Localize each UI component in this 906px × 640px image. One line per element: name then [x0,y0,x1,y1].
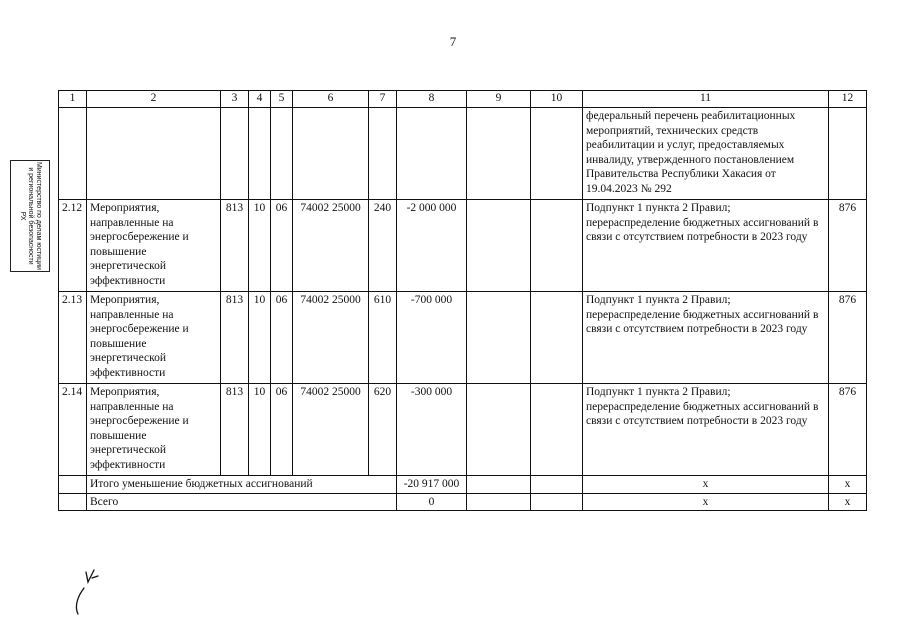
total-decrease-label: Итого уменьшение бюджетных ассигнований [87,476,397,494]
grand-total-label: Всего [87,493,397,511]
header-cell: 11 [583,91,829,108]
grand-total-row [59,493,867,511]
total-decrease-amount: -20 917 000 [397,476,467,494]
cell-5: 06 [271,200,293,292]
header-cell: 8 [397,91,467,108]
cell-6: 74002 25000 [293,200,369,292]
basis-cell: Подпункт 1 пункта 2 Правил; перераспределение бюджетных ассигнований в связи с отсутствием потребности в 2023 году [583,200,829,292]
row-number: 2.12 [59,200,87,292]
cell-12: 876 [829,200,867,292]
cell-7: 610 [369,292,397,384]
row-name: Мероприятия, направленные на энергосбережение и повышение энергетической эффективности [87,292,221,384]
table-header-row [59,91,867,108]
cell-8: -300 000 [397,384,467,476]
total-decrease-col12: x [829,476,867,494]
header-cell: 6 [293,91,369,108]
header-cell: 9 [467,91,531,108]
registration-stamp [10,160,50,272]
basis-cell: федеральный перечень реабилитационных мероприятий, технических средств реабилитации и услуг, предоставляемых инвалиду, утвержденного постановлением Правительства Республики Хакасия от 19.04.2023 № 292 [583,108,829,200]
row-name: Мероприятия, направленные на энергосбережение и повышение энергетической эффективности [87,384,221,476]
header-cell: 2 [87,91,221,108]
cell-5: 06 [271,292,293,384]
cell-4: 10 [249,292,271,384]
cell-9 [467,292,531,384]
cell-8: -700 000 [397,292,467,384]
row-number: 2.14 [59,384,87,476]
cell-12: 876 [829,292,867,384]
header-cell: 1 [59,91,87,108]
cell-6: 74002 25000 [293,384,369,476]
cell-10 [531,200,583,292]
table-row [59,292,867,384]
cell-10 [531,292,583,384]
grand-total-col12: x [829,493,867,511]
cell-12: 876 [829,384,867,476]
total-decrease-row [59,476,867,494]
header-cell: 7 [369,91,397,108]
cell-3: 813 [221,384,249,476]
total-decrease-col11: x [583,476,829,494]
cell-8: -2 000 000 [397,200,467,292]
continuation-row [59,108,867,200]
grand-total-col11: x [583,493,829,511]
row-number: 2.13 [59,292,87,384]
header-cell: 10 [531,91,583,108]
cell-7: 620 [369,384,397,476]
header-cell: 5 [271,91,293,108]
row-name: Мероприятия, направленные на энергосбережение и повышение энергетической эффективности [87,200,221,292]
header-cell: 4 [249,91,271,108]
basis-cell: Подпункт 1 пункта 2 Правил; перераспределение бюджетных ассигнований в связи с отсутствием потребности в 2023 году [583,384,829,476]
grand-total-amount: 0 [397,493,467,511]
cell-5: 06 [271,384,293,476]
stamp-text: Министерство по делам юстиции и региональной безопасности РХ [19,162,42,270]
cell-3: 813 [221,200,249,292]
cell-10 [531,384,583,476]
header-cell: 12 [829,91,867,108]
cell-6: 74002 25000 [293,292,369,384]
cell-4: 10 [249,200,271,292]
basis-cell: Подпункт 1 пункта 2 Правил; перераспределение бюджетных ассигнований в связи с отсутствием потребности в 2023 году [583,292,829,384]
table-row [59,200,867,292]
cell-3: 813 [221,292,249,384]
cell-7: 240 [369,200,397,292]
handwritten-signature [72,566,112,626]
cell-4: 10 [249,384,271,476]
table-row [59,384,867,476]
cell-9 [467,384,531,476]
header-cell: 3 [221,91,249,108]
cell-9 [467,200,531,292]
page-number: 7 [449,34,457,49]
budget-changes-table [58,90,867,511]
